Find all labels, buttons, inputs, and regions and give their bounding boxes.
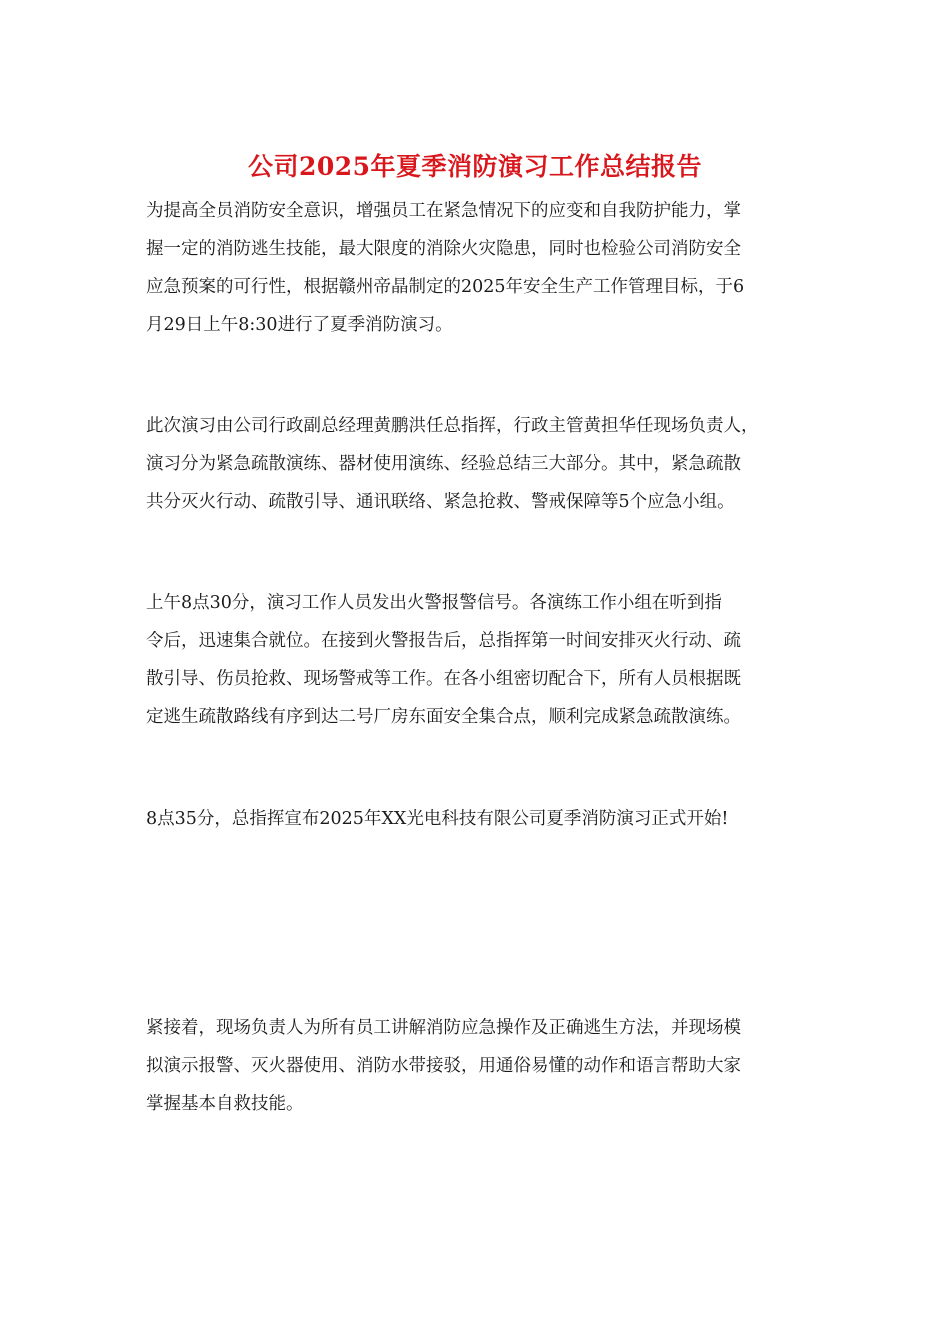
paragraph-line: 拟演示报警、灭火器使用、消防水带接驳，用通俗易懂的动作和语言帮助大家 xyxy=(146,1056,741,1076)
paragraph-1 xyxy=(146,192,826,344)
paragraph-line: 上午8点30分，演习工作人员发出火警报警信号。各演练工作小组在听到指 xyxy=(146,593,722,613)
paragraph-line: 为提高全员消防安全意识，增强员工在紧急情况下的应变和自我防护能力，掌 xyxy=(146,201,741,221)
paragraph-4 xyxy=(146,800,826,838)
paragraph-line: 掌握基本自救技能。 xyxy=(146,1094,304,1114)
paragraph-line: 紧接着，现场负责人为所有员工讲解消防应急操作及正确逃生方法，并现场模 xyxy=(146,1018,741,1038)
paragraph-5 xyxy=(146,1009,826,1123)
paragraph-line: 共分灭火行动、疏散引导、通讯联络、紧急抢救、警戒保障等5个应急小组。 xyxy=(146,492,735,512)
paragraph-3 xyxy=(146,584,826,736)
paragraph-line: 8点35分，总指挥宣布2025年XX光电科技有限公司夏季消防演习正式开始! xyxy=(146,809,729,829)
document-title: 公司2025年夏季消防演习工作总结报告 xyxy=(247,152,703,181)
paragraph-line: 令后，迅速集合就位。在接到火警报告后，总指挥第一时间安排灭火行动、疏 xyxy=(146,631,741,651)
paragraph-line: 月29日上午8:30进行了夏季消防演习。 xyxy=(146,315,453,335)
paragraph-line: 应急预案的可行性，根据赣州帝晶制定的2025年安全生产工作管理目标，于6 xyxy=(146,277,745,297)
paragraph-line: 散引导、伤员抢救、现场警戒等工作。在各小组密切配合下，所有人员根据既 xyxy=(146,669,741,689)
paragraph-line: 此次演习由公司行政副总经理黄鹏洪任总指挥，行政主管黄担华任现场负责人， xyxy=(146,416,759,436)
paragraph-line: 演习分为紧急疏散演练、器材使用演练、经验总结三大部分。其中，紧急疏散 xyxy=(146,454,741,474)
paragraph-2 xyxy=(146,407,826,521)
paragraph-line: 定逃生疏散路线有序到达二号厂房东面安全集合点，顺利完成紧急疏散演练。 xyxy=(146,707,741,727)
paragraph-line: 握一定的消防逃生技能，最大限度的消除火灾隐患，同时也检验公司消防安全 xyxy=(146,239,741,259)
